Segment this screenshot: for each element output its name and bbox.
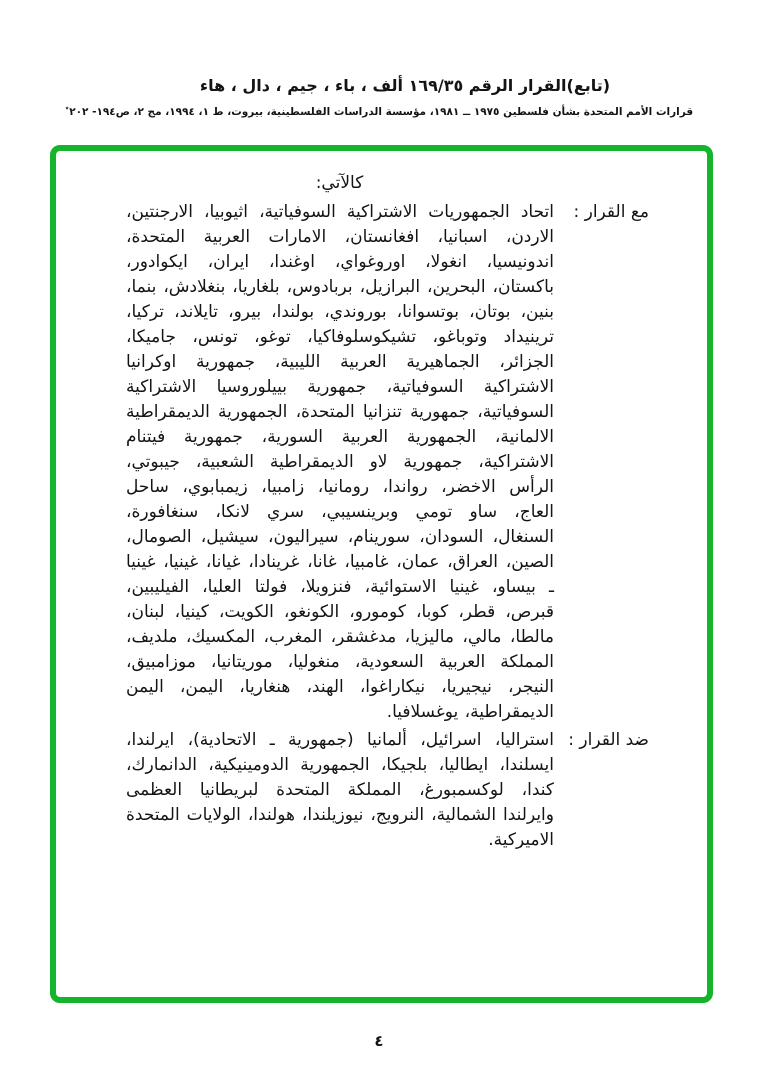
- source-citation: [0, 103, 758, 118]
- vote-label-against: ضد القرار :: [568, 730, 649, 750]
- vote-section-against: [126, 728, 649, 853]
- vote-countries-with: اتحاد الجمهوريات الاشتراكية السوفياتية، اثيوبيا، الارجنتين، الاردن، اسبانيا، افغانستان، الامارات العربية المتحدة، اندونيسيا، انغولا، اوروغواي، اوغندا، ايران، ايكوادور، باكستان، البحرين، البرازيل، بربادوس، بلغاريا، بنغلادش، بنما، بنين، بوتان، بوتسوانا، بوروندي، بولندا، بيرو، تايلاند، تركيا، ترينيداد وتوباغو، تشيكوسلوفاكيا، توغو، تونس، جاميكا، الجزائر، الجماهيرية العربية الليبية، جمهورية اوكرانيا الاشتراكية السوفياتية، جمهورية بييلوروسيا الاشتراكية السوفياتية، جمهورية تنزانيا المتحدة، الجمهورية الديمقراطية الالمانية، الجمهورية العربية السورية، جمهورية فيتنام الاشتراكية، جمهورية لاو الديمقراطية الشعبية، جيبوتي، الرأس الاخضر، رواندا، رومانيا، زامبيا، زيمبابوي، ساحل العاج، ساو تومي وبرينسيبي، سري لانكا، سنغافورة، السنغال، السودان، سورينام، سيراليون، سيشيل، الصومال، الصين، العراق، عمان، غامبيا، غانا، غرينادا، غيانا، غينيا، غينيا ـ بيساو، غينيا الاستوائية، فنزويلا، فولتا العليا، الفيليبين، قبرص، قطر، كوبا، كومورو، الكونغو، الكويت، كينيا، لبنان، مالطا، مالي، ماليزيا، مدغشقر، المغرب، المكسيك، ملديف، المملكة العربية السعودية، منغوليا، موريتانيا، موزامبيق، النيجر، نيجيريا، نيكاراغوا، الهند، هنغاريا، اليمن، اليمن الديمقراطية، يوغسلافيا.: [126, 202, 554, 722]
- page-number: ٤: [374, 1032, 384, 1050]
- vote-section-with: [126, 200, 649, 725]
- source-citation-text: قرارات الأمم المتحدة بشأن فلسطين ١٩٧٥ ــ ١٩٨١، مؤسسة الدراسات الفلسطينية، بيروت، ط ١، ١٩٩٤، مج ٢، ص١٩٤- ٢٠٢: [69, 106, 694, 118]
- footnote-mark: ٭: [64, 103, 70, 113]
- intro-line: كالآتي:: [315, 173, 364, 193]
- vote-countries-against: استراليا، اسرائيل، ألمانيا (جمهورية ـ الاتحادية)، ايرلندا، ايسلندا، ايطاليا، بلجيكا، الجمهورية الدومينيكية، الدانمارك، كندا، لوكسمبورغ، المملكة المتحدة لبريطانيا العظمى وايرلندا الشمالية، النرويج، نيوزيلندا، هولندا، الولايات المتحدة الاميركية.: [126, 730, 554, 850]
- highlight-box: [50, 145, 713, 1003]
- vote-label-with: مع القرار :: [573, 202, 649, 222]
- page-title: (تابع)القرار الرقم ١٦٩/٣٥ ألف ، باء ، جيم ، دال ، هاء: [199, 76, 611, 95]
